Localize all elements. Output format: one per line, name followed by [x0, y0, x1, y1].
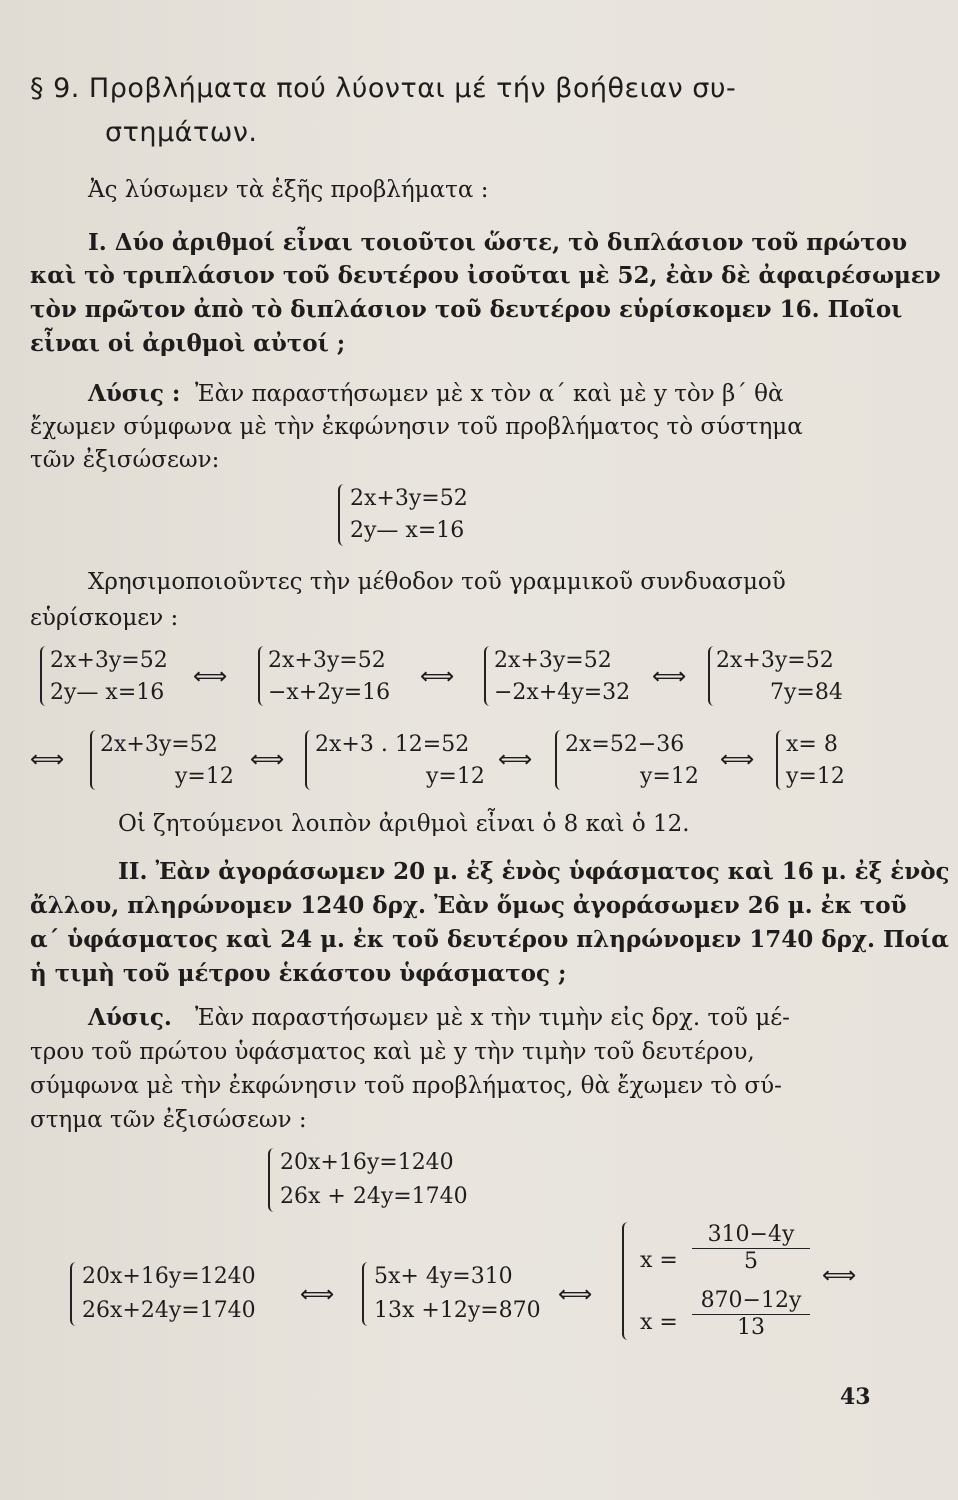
problem1-solution-label: Λύσις :	[88, 380, 181, 407]
step4-eq2: 7y=84	[770, 680, 843, 705]
frac-x2-denominator: 13	[737, 1315, 765, 1340]
equivalence-arrow: ⟺	[193, 662, 228, 690]
p2-step2-eq2: 13x +12y=870	[374, 1298, 541, 1323]
step3-eq2: −2x+4y=32	[494, 680, 631, 705]
frac-x	[692, 1222, 810, 1275]
p2-step1-eq2: 26x+24y=1740	[82, 1298, 256, 1323]
step3-brace	[484, 646, 492, 706]
p2-step1-brace	[70, 1262, 78, 1326]
problem1-solution-line3: τῶν ἐξισώσεων:	[30, 447, 220, 473]
page-number: 43	[840, 1384, 871, 1410]
section-heading-line2: στημάτων.	[105, 117, 258, 148]
problem1-solution-line1: Ἐὰν παραστήσωμεν μὲ x τὸν α΄ καὶ μὲ y τὸν β΄ θὰ	[195, 381, 784, 407]
method-line1: Χρησιμοποιοῦντες τὴν μέθοδον τοῦ γραμμικοῦ συνδυασμοῦ	[88, 569, 786, 595]
problem2-solution-line4: στημα τῶν ἐξισώσεων :	[30, 1107, 307, 1133]
step5-brace	[90, 730, 98, 790]
equivalence-arrow: ⟺	[652, 662, 687, 690]
problem2-solution-line2: τρου τοῦ πρώτου ὑφάσματος καὶ μὲ y τὴν τιμὴν τοῦ δευτέρου,	[30, 1039, 755, 1065]
problem2-solution-line1: Ἐὰν παραστήσωμεν μὲ x τὴν τιμὴν εἰς δρχ. τοῦ μέ-	[195, 1005, 790, 1031]
step6-brace	[305, 730, 313, 790]
step2-eq2: −x+2y=16	[268, 680, 391, 705]
step8-eq1: x= 8	[786, 732, 838, 757]
p2-frac-brace	[622, 1222, 630, 1340]
step7-brace	[555, 730, 563, 790]
step2-eq1: 2x+3y=52	[268, 648, 386, 673]
problem1-solution-line2: ἔχωμεν σύμφωνα μὲ τὴν ἐκφώνησιν τοῦ προβλήματος τὸ σύστημα	[30, 414, 803, 440]
step7-eq2: y=12	[640, 764, 699, 789]
p2-step2-brace	[362, 1262, 370, 1326]
equivalence-arrow: ⟺	[720, 745, 755, 773]
problem1-line3: τὸν πρῶτον ἀπὸ τὸ διπλάσιον τοῦ δευτέρου εὑρίσκομεν 16. Ποῖοι	[30, 296, 903, 323]
problem1-conclusion: Οἱ ζητούμενοι λοιπὸν ἀριθμοὶ εἶναι ὁ 8 καὶ ὁ 12.	[118, 811, 690, 837]
problem1-line1: I. Δύο ἀριθμοί εἶναι τοιοῦτοι ὥστε, τὸ διπλάσιον τοῦ πρώτου	[88, 229, 908, 256]
frac-x2-label: x =	[640, 1310, 678, 1335]
p2-step2-eq1: 5x+ 4y=310	[374, 1264, 513, 1289]
frac-x2	[692, 1288, 810, 1341]
step5-eq1: 2x+3y=52	[100, 732, 218, 757]
equivalence-arrow: ⟺	[30, 745, 65, 773]
problem2-line2: ἄλλου, πληρώνομεν 1240 δρχ. Ἐὰν ὅμως ἀγοράσωμεν 26 μ. ἐκ τοῦ	[30, 892, 907, 919]
system2-eq2: 26x + 24y=1740	[280, 1184, 468, 1209]
method-line2: εὑρίσκομεν :	[30, 605, 179, 631]
step8-eq2: y=12	[786, 764, 845, 789]
equivalence-arrow: ⟺	[300, 1280, 335, 1308]
step1-brace	[40, 646, 48, 706]
system1-brace	[338, 484, 346, 546]
step7-eq1: 2x=52−36	[565, 732, 685, 757]
step1-eq2: 2y— x=16	[50, 680, 165, 705]
problem2-solution-label: Λύσις.	[88, 1004, 172, 1031]
problem1-line4: εἶναι οἱ ἀριθμοὶ αὐτοί ;	[30, 330, 346, 357]
equivalence-arrow: ⟺	[558, 1280, 593, 1308]
system1-eq2: 2y— x=16	[350, 518, 465, 543]
problem2-line3: α΄ ὑφάσματος καὶ 24 μ. ἐκ τοῦ δευτέρου πληρώνομεν 1740 δρχ. Ποία	[30, 926, 949, 953]
equivalence-arrow: ⟺	[250, 745, 285, 773]
frac-x-label: x =	[640, 1248, 678, 1273]
step6-eq1: 2x+3 . 12=52	[315, 732, 470, 757]
step2-brace	[258, 646, 266, 706]
equivalence-arrow: ⟺	[822, 1261, 857, 1289]
frac-x-denominator: 5	[744, 1249, 758, 1274]
problem2-line4: ἡ τιμὴ τοῦ μέτρου ἑκάστου ὑφάσματος ;	[30, 960, 567, 987]
problem2-line1: II. Ἐὰν ἀγοράσωμεν 20 μ. ἐξ ἑνὸς ὑφάσματος καὶ 16 μ. ἐξ ἑνὸς	[118, 858, 950, 885]
equivalence-arrow: ⟺	[420, 662, 455, 690]
frac-x-numerator: 310−4y	[692, 1222, 810, 1249]
step8-brace	[776, 730, 784, 790]
problem1-line2: καὶ τὸ τριπλάσιον τοῦ δευτέρου ἰσοῦται μὲ 52, ἐὰν δὲ ἀφαιρέσωμεν	[30, 262, 941, 289]
equivalence-arrow: ⟺	[498, 745, 533, 773]
step4-eq1: 2x+3y=52	[716, 648, 834, 673]
problem2-solution-line3: σύμφωνα μὲ τὴν ἐκφώνησιν τοῦ προβλήματος, θὰ ἔχωμεν τὸ σύ-	[30, 1073, 782, 1099]
frac-x2-numerator: 870−12y	[692, 1288, 810, 1315]
step1-eq1: 2x+3y=52	[50, 648, 168, 673]
p2-step1-eq1: 20x+16y=1240	[82, 1264, 256, 1289]
step6-eq2: y=12	[426, 764, 485, 789]
system2-brace	[268, 1148, 276, 1212]
system1-eq1: 2x+3y=52	[350, 486, 468, 511]
system2-eq1: 20x+16y=1240	[280, 1150, 454, 1175]
section-heading-line1: § 9. Προβλήματα πού λύονται μέ τήν βοήθειαν συ-	[30, 73, 737, 104]
intro-text: Ἀς λύσωμεν τὰ ἑξῆς προβλήματα :	[88, 177, 489, 203]
step5-eq2: y=12	[175, 764, 234, 789]
step3-eq1: 2x+3y=52	[494, 648, 612, 673]
step4-brace	[708, 646, 716, 706]
